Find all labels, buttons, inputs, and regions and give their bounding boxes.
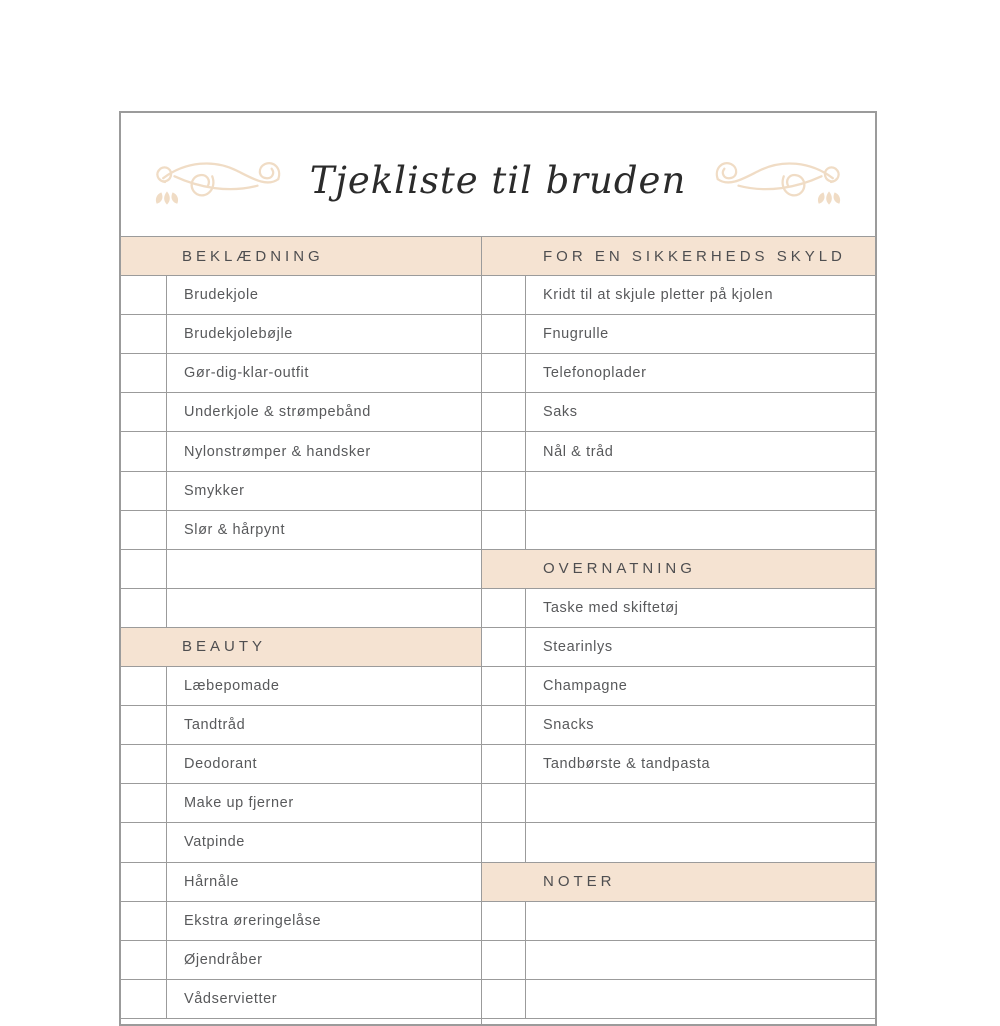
checklist-row-stearinlys (482, 628, 875, 667)
checkbox-cell[interactable] (121, 706, 167, 744)
checklist-row-smykker (121, 472, 481, 511)
checkbox-cell[interactable] (121, 315, 167, 353)
checkbox-cell[interactable] (482, 589, 526, 627)
checklist-row-saks (482, 393, 875, 432)
section-header-overnatning (482, 550, 875, 589)
item-label: Deodorant (184, 756, 258, 773)
checklist-row-underkjole-stroempebaand (121, 393, 481, 432)
section-header-for-en-sikkerheds-skyld (482, 237, 875, 276)
section-header-label: BEKLÆDNING (182, 247, 324, 265)
checkbox-cell[interactable] (121, 354, 167, 392)
section-header-noter (482, 863, 875, 902)
checkbox-cell[interactable] (482, 902, 526, 940)
section-header-beklaedning (121, 237, 481, 276)
item-label: Øjendråber (184, 951, 263, 968)
item-label (526, 902, 875, 940)
checklist-row-tandtraad (121, 706, 481, 745)
checkbox-cell[interactable] (482, 823, 526, 861)
column-left (121, 237, 482, 1024)
item-label (526, 980, 875, 1018)
checkbox-cell[interactable] (482, 628, 526, 666)
item-label (167, 550, 481, 588)
checkbox-cell[interactable] (121, 823, 167, 861)
item-label (526, 784, 875, 822)
checklist-row-empty (482, 511, 875, 550)
section-header-label: NOTER (543, 873, 616, 891)
checklist-row-empty (482, 980, 875, 1019)
checkbox-cell[interactable] (121, 980, 167, 1018)
item-label: Smykker (184, 482, 245, 499)
item-label: Telefonoplader (543, 365, 647, 382)
checkbox-cell[interactable] (482, 315, 526, 353)
checkbox-cell[interactable] (121, 393, 167, 431)
checklist-page (119, 111, 877, 1026)
item-label: Tandtråd (184, 717, 246, 734)
checkbox-cell[interactable] (482, 472, 526, 510)
column-right (482, 237, 875, 1024)
item-label (526, 823, 875, 861)
item-label: Vatpinde (184, 834, 245, 851)
checklist-row-oejendraaber (121, 941, 481, 980)
checkbox-cell[interactable] (482, 745, 526, 783)
item-label: Underkjole & strømpebånd (184, 404, 371, 421)
checkbox-cell[interactable] (482, 667, 526, 705)
checklist-row-empty (121, 550, 481, 589)
checkbox-cell[interactable] (121, 902, 167, 940)
checklist-row-telefonoplader (482, 354, 875, 393)
checkbox-cell[interactable] (121, 589, 167, 627)
item-label: Champagne (543, 678, 628, 695)
checkbox-cell[interactable] (121, 941, 167, 979)
item-label: Stearinlys (543, 638, 613, 655)
checklist-row-nylonstroemper-handsker (121, 432, 481, 471)
checkbox-cell[interactable] (482, 980, 526, 1018)
checklist-row-vaadservietter (121, 980, 481, 1019)
checklist-row-goer-dig-klar-outfit (121, 354, 481, 393)
checkbox-cell[interactable] (482, 354, 526, 392)
checklist-row-taske-med-skiftetoej (482, 589, 875, 628)
item-label: Vådservietter (184, 990, 278, 1007)
item-label: Fnugrulle (543, 326, 609, 343)
checklist-row-empty (482, 784, 875, 823)
checkbox-cell[interactable] (121, 863, 167, 901)
checklist-row-sloer-haarpynt (121, 511, 481, 550)
checklist-row-deodorant (121, 745, 481, 784)
checkbox-cell[interactable] (121, 667, 167, 705)
item-label: Nål & tråd (543, 443, 614, 460)
item-label: Brudekjole (184, 287, 259, 304)
item-label: Gør-dig-klar-outfit (184, 365, 309, 382)
item-label (526, 941, 875, 979)
checkbox-cell[interactable] (121, 432, 167, 470)
item-label (526, 472, 875, 510)
checkbox-cell[interactable] (121, 550, 167, 588)
checkbox-cell[interactable] (121, 745, 167, 783)
checkbox-cell[interactable] (482, 941, 526, 979)
item-label: Make up fjerner (184, 795, 294, 812)
checklist-row-empty (482, 472, 875, 511)
checklist-row-naal-traad (482, 432, 875, 471)
item-label: Nylonstrømper & handsker (184, 443, 371, 460)
item-label: Læbepomade (184, 678, 280, 695)
checklist-row-kridt-til-at-skjule-pletter-paa-kjolen (482, 276, 875, 315)
item-label (167, 589, 481, 627)
checklist-table (121, 236, 875, 1024)
checkbox-cell[interactable] (121, 276, 167, 314)
checklist-row-laebepomade (121, 667, 481, 706)
section-header-label: FOR EN SIKKERHEDS SKYLD (543, 247, 846, 265)
item-label: Taske med skiftetøj (543, 599, 679, 616)
item-label: Snacks (543, 717, 595, 734)
checklist-row-empty (482, 941, 875, 980)
item-label (526, 511, 875, 549)
item-label: Brudekjolebøjle (184, 326, 293, 343)
checkbox-cell[interactable] (482, 276, 526, 314)
checkbox-cell[interactable] (482, 706, 526, 744)
flourish-left-icon (150, 153, 282, 209)
checklist-row-haarnaale (121, 863, 481, 902)
checklist-row-champagne (482, 667, 875, 706)
checklist-row-brudekjole (121, 276, 481, 315)
checklist-row-tandboerste-tandpasta (482, 745, 875, 784)
item-label: Hårnåle (184, 873, 239, 890)
checkbox-cell[interactable] (482, 393, 526, 431)
section-header-beauty (121, 628, 481, 667)
checkbox-cell[interactable] (482, 784, 526, 822)
checkbox-cell[interactable] (482, 511, 526, 549)
checklist-row-brudekjoleboejle (121, 315, 481, 354)
checkbox-cell[interactable] (121, 472, 167, 510)
checklist-row-ekstra-oereringelaase (121, 902, 481, 941)
item-label: Kridt til at skjule pletter på kjolen (543, 287, 774, 304)
item-label: Slør & hårpynt (184, 521, 286, 538)
checkbox-cell[interactable] (121, 784, 167, 822)
section-header-label: OVERNATNING (543, 560, 696, 578)
title-area (121, 113, 875, 236)
item-label: Saks (543, 404, 578, 421)
checklist-row-snacks (482, 706, 875, 745)
page-title: Tjekliste til bruden (309, 159, 687, 202)
checklist-row-make-up-fjerner (121, 784, 481, 823)
checklist-row-empty (482, 902, 875, 941)
checklist-row-empty (482, 823, 875, 862)
item-label: Tandbørste & tandpasta (543, 756, 711, 773)
checklist-row-fnugrulle (482, 315, 875, 354)
checklist-row-empty (121, 589, 481, 628)
item-label: Ekstra øreringelåse (184, 912, 322, 929)
section-header-label: BEAUTY (182, 638, 267, 656)
checklist-row-vatpinde (121, 823, 481, 862)
checkbox-cell[interactable] (121, 511, 167, 549)
checkbox-cell[interactable] (482, 432, 526, 470)
flourish-right-icon (714, 153, 846, 209)
